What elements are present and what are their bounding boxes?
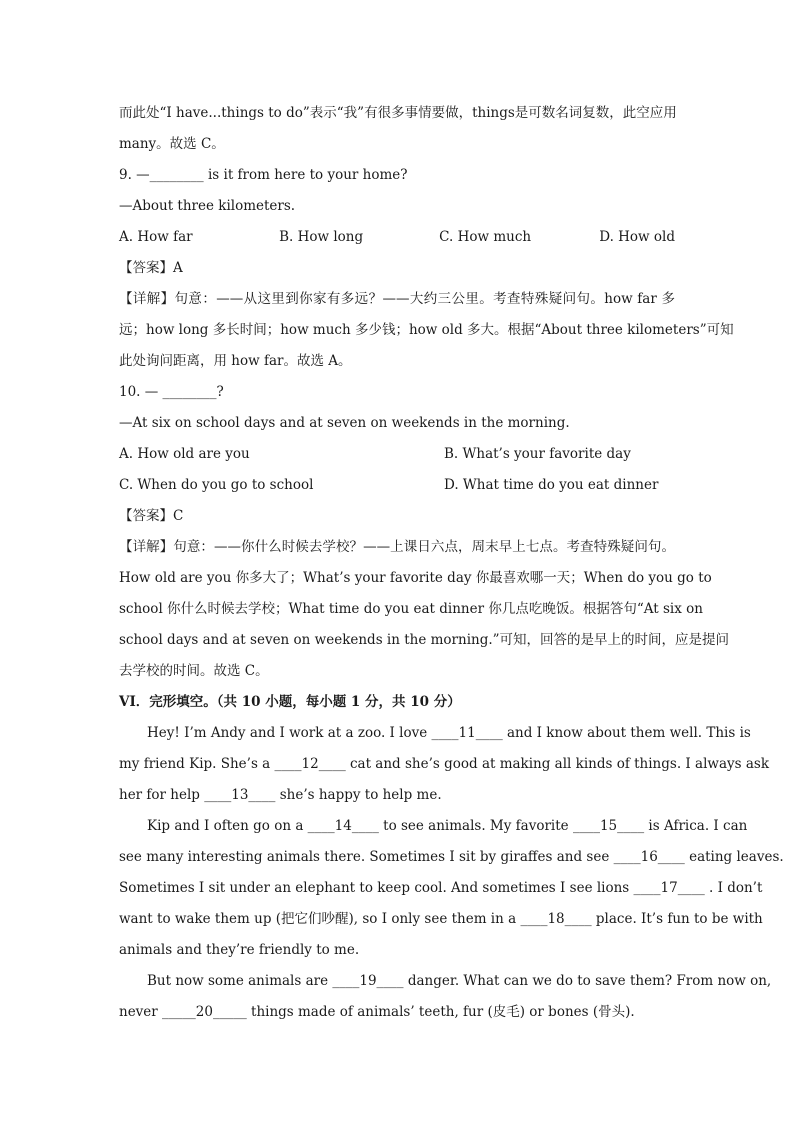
question-9-reply: —About three kilometers. (119, 198, 296, 214)
option-d: D. How old (599, 229, 675, 245)
question-10-options-row-1 (119, 439, 675, 470)
question-9-options (119, 222, 675, 253)
document-page (119, 98, 784, 1028)
passage-line: my friend Kip. She’s a ____12____ cat and she’s good at making all kinds of things. I always ask (119, 756, 770, 772)
explanation-line: school 你什么时候去学校；What time do you eat dinner 你几点吃晚饭。根据答句“At six on (119, 601, 703, 617)
answer-label: 【答案】A (119, 260, 183, 276)
passage-line: Kip and I often go on a ____14____ to see animals. My favorite ____15____ is Africa. I can (147, 818, 748, 834)
passage-line: her for help ____13____ she’s happy to help me. (119, 787, 442, 803)
passage-line: Sometimes I sit under an elephant to keep cool. And sometimes I see lions ____17____ . I don’t (119, 880, 763, 896)
explanation-line: 【详解】句意：——从这里到你家有多远？——大约三公里。考查特殊疑问句。how far 多 (119, 291, 675, 307)
option-a: A. How old are you (119, 446, 250, 462)
option-a: A. How far (119, 229, 193, 245)
question-10-reply: —At six on school days and at seven on weekends in the morning. (119, 415, 570, 431)
explanation-line: 远；how long 多长时间；how much 多少钱；how old 多大。根据“About three kilometers”可知 (119, 322, 734, 338)
explanation-line: 而此处“I have...things to do”表示“我”有很多事情要做，things是可数名词复数，此空应用 (119, 105, 677, 121)
explanation-line: many。故选 C。 (119, 136, 225, 152)
passage-line: never _____20_____ things made of animals’ teeth, fur (皮毛) or bones (骨头). (119, 1004, 635, 1020)
passage-line: animals and they’re friendly to me. (119, 942, 360, 958)
option-b: B. What’s your favorite day (444, 446, 631, 462)
explanation-line: 此处询问距离，用 how far。故选 A。 (119, 353, 352, 369)
option-d: D. What time do you eat dinner (444, 477, 659, 493)
option-b: B. How long (279, 229, 364, 245)
passage-line: Hey! I’m Andy and I work at a zoo. I love ____11____ and I know about them well. This is (147, 725, 751, 741)
answer-label: 【答案】C (119, 508, 184, 524)
passage-line: see many interesting animals there. Sometimes I sit by giraffes and see ____16____ eating leaves. (119, 849, 784, 865)
explanation-line: 【详解】句意：——你什么时候去学校？——上课日六点，周末早上七点。考查特殊疑问句。 (119, 539, 675, 555)
explanation-line: How old are you 你多大了；What’s your favorite day 你最喜欢哪一天；When do you go to (119, 570, 712, 586)
explanation-line: school days and at seven on weekends in the morning.”可知，回答的是早上的时间，应是提问 (119, 632, 730, 648)
question-10-options-row-2 (119, 470, 675, 501)
explanation-line: 去学校的时间。故选 C。 (119, 663, 269, 679)
question-9: 9. —________ is it from here to your home? (119, 167, 408, 183)
passage-line: want to wake them up (把它们吵醒), so I only see them in a ____18____ place. It’s fun to be with (119, 911, 763, 927)
option-c: C. How much (439, 229, 532, 245)
question-10: 10. — ________? (119, 384, 224, 400)
section-heading: VI．完形填空。（共 10 小题，每小题 1 分，共 10 分） (119, 694, 461, 710)
option-c: C. When do you go to school (119, 477, 314, 493)
passage-line: But now some animals are ____19____ danger. What can we do to save them? From now on, (147, 973, 772, 989)
